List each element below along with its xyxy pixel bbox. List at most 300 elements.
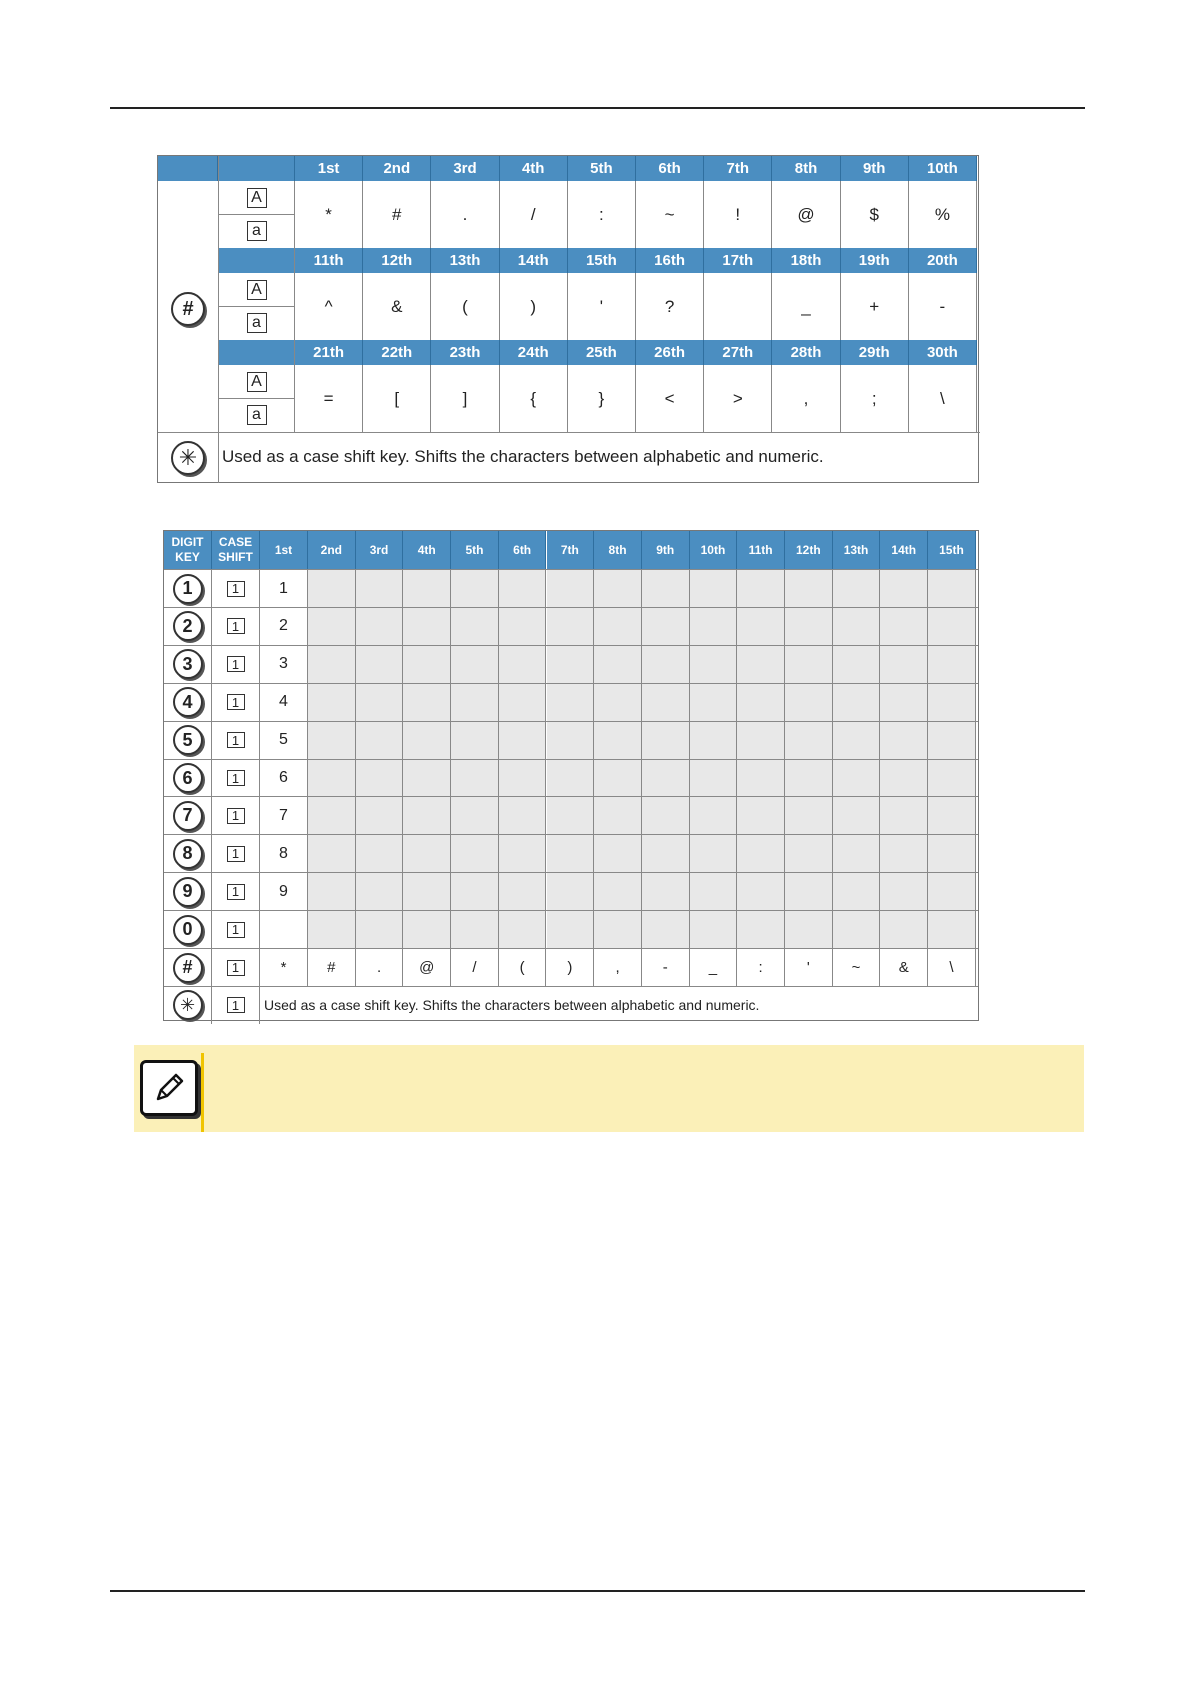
char-cell: > [704,365,772,432]
char-cell [880,646,928,683]
char-cell [356,722,404,759]
char-cell [928,570,976,607]
char-cell [785,684,833,721]
char-cell [308,760,356,797]
char-cell [737,760,785,797]
column-header: 9th [642,531,690,569]
column-header: 22th [363,340,431,365]
header-blank [218,340,295,365]
char-cell: % [909,181,977,248]
key-cell [164,608,212,645]
char-cell [642,797,690,834]
digit-key-icon: 5 [173,725,203,755]
char-cell [547,684,595,721]
char-cell: 6 [260,760,308,797]
char-cell [737,797,785,834]
case-shift-key-icon: 1 [227,960,245,976]
column-header: 13th [431,248,499,273]
char-cell [594,760,642,797]
char-cell [356,911,404,948]
char-cell [451,760,499,797]
column-header: 9th [841,156,909,181]
char-cell [928,873,976,910]
column-header: 27th [704,340,772,365]
char-cell: . [356,949,404,986]
hash-key-icon: # [173,953,203,983]
char-cell [704,273,772,340]
column-header: 16th [636,248,704,273]
case-shift-key-icon: 1 [227,618,245,634]
char-cell: , [772,365,840,432]
char-cell [403,911,451,948]
char-cell [547,570,595,607]
char-cell [833,608,881,645]
case-shift-cell [212,835,260,872]
column-header: 10th [690,531,738,569]
char-cell [594,684,642,721]
char-cell [642,570,690,607]
key-cell [164,835,212,872]
char-cell [308,797,356,834]
char-cell [356,873,404,910]
char-cell [547,608,595,645]
case-shift-key-icon: 1 [227,997,245,1013]
char-cell [642,684,690,721]
char-cell [690,797,738,834]
char-cell [642,608,690,645]
upper-case-key-icon: A [247,280,267,300]
column-header: 12th [363,248,431,273]
char-cell [403,646,451,683]
char-cell [880,722,928,759]
char-cell: } [568,365,636,432]
char-cell [737,722,785,759]
column-header: 13th [833,531,881,569]
char-cell [690,684,738,721]
header-blank [158,156,218,181]
char-cell [880,835,928,872]
char-cell [737,608,785,645]
column-header: 17th [704,248,772,273]
char-cell [403,835,451,872]
bottom-rule [110,1590,1085,1592]
char-cell [833,911,881,948]
char-cell [737,684,785,721]
char-cell: * [260,949,308,986]
char-cell [690,760,738,797]
digit-key-icon: 6 [173,763,203,793]
column-header: 24th [500,340,568,365]
char-cell [499,760,547,797]
char-cell [737,835,785,872]
column-header: 23th [431,340,499,365]
char-cell: - [642,949,690,986]
hash-key-icon: # [171,292,205,326]
char-cell [451,722,499,759]
char-cell [451,608,499,645]
char-cell: ' [568,273,636,340]
case-shift-cell [212,873,260,910]
char-cell: 8 [260,835,308,872]
char-cell [308,835,356,872]
key-cell [164,873,212,910]
char-cell [451,570,499,607]
digit-key-header: DIGIT KEY [164,531,212,569]
column-header: 7th [704,156,772,181]
table-row [164,645,978,683]
digit-key-icon: 9 [173,877,203,907]
char-cell [451,835,499,872]
table-row [164,834,978,872]
char-cell [499,835,547,872]
char-cell: ] [431,365,499,432]
char-cell [308,646,356,683]
char-cell [642,873,690,910]
key-cell [164,722,212,759]
table-row [164,607,978,645]
char-cell: : [568,181,636,248]
char-cell [356,570,404,607]
char-cell [785,873,833,910]
char-cell [451,797,499,834]
column-header: 28th [772,340,840,365]
digit-key-icon: 4 [173,687,203,717]
char-cell [356,608,404,645]
char-cell [785,608,833,645]
case-shift-cell [212,911,260,948]
case-shift-cell [212,570,260,607]
char-cell: [ [363,365,431,432]
char-cell [785,911,833,948]
char-cell [690,911,738,948]
char-cell: ( [431,273,499,340]
char-cell [547,760,595,797]
char-cell [928,760,976,797]
char-cell: 5 [260,722,308,759]
case-shift-cell [212,797,260,834]
key-cell [164,684,212,721]
case-shift-key-icon: 1 [227,846,245,862]
column-header: 11th [737,531,785,569]
char-cell: ) [500,273,568,340]
char-cell: 2 [260,608,308,645]
char-cell: & [363,273,431,340]
table-row [164,683,978,721]
column-header: 5th [568,156,636,181]
char-cell: : [737,949,785,986]
char-cell [308,684,356,721]
char-cell [594,722,642,759]
char-cell [880,608,928,645]
char-cell: < [636,365,704,432]
char-cell [594,646,642,683]
lower-case-cell [218,398,295,431]
char-cell [833,722,881,759]
char-cell [833,835,881,872]
char-cell [547,911,595,948]
char-cell [737,873,785,910]
table-row [164,872,978,910]
char-cell [499,684,547,721]
key-cell [164,911,212,948]
char-cell [928,911,976,948]
char-cell: _ [772,273,840,340]
case-shift-key-icon: 1 [227,694,245,710]
char-cell [499,797,547,834]
char-cell [499,646,547,683]
char-cell [594,911,642,948]
divider [218,214,295,215]
char-cell: # [308,949,356,986]
upper-case-cell [218,365,295,398]
char-cell [833,873,881,910]
char-cell [928,646,976,683]
column-header: 3rd [356,531,404,569]
column-header: 11th [295,248,363,273]
char-cell: 3 [260,646,308,683]
char-cell [880,797,928,834]
char-cell [642,646,690,683]
hash-key-character-table [157,155,979,483]
divider [218,306,295,307]
digit-key-icon: 8 [173,839,203,869]
divider [294,181,295,432]
char-cell: & [880,949,928,986]
table-row [164,721,978,759]
case-shift-cell [212,760,260,797]
table-row [164,569,978,607]
char-cell [737,911,785,948]
char-cell [833,684,881,721]
table-row [164,910,978,948]
char-cell: @ [403,949,451,986]
char-cell [308,911,356,948]
char-cell [690,608,738,645]
char-cell: ( [499,949,547,986]
column-header: 5th [451,531,499,569]
char-cell: { [500,365,568,432]
char-cell: @ [772,181,840,248]
star-key-description: Used as a case shift key. Shifts the characters between alphabetic and numeric. [264,997,760,1014]
digit-key-icon: 0 [173,915,203,945]
char-cell [403,570,451,607]
lower-case-key-icon: a [247,405,267,425]
char-cell [833,760,881,797]
char-cell [403,797,451,834]
char-cell: / [451,949,499,986]
char-cell [547,722,595,759]
char-cell: ! [704,181,772,248]
char-cell [785,760,833,797]
char-cell [690,570,738,607]
case-shift-key-icon: 1 [227,770,245,786]
char-cell: ' [785,949,833,986]
char-cell [880,911,928,948]
char-cell: _ [690,949,738,986]
case-shift-key-icon: 1 [227,581,245,597]
char-cell: 7 [260,797,308,834]
char-cell [547,873,595,910]
char-cell [403,608,451,645]
char-cell: ; [841,365,909,432]
upper-case-cell [218,181,295,214]
column-header: 4th [500,156,568,181]
char-cell [928,797,976,834]
char-cell [833,797,881,834]
char-cell [594,835,642,872]
upper-case-key-icon: A [247,372,267,392]
case-shift-cell [212,949,260,986]
column-header: 18th [772,248,840,273]
case-shift-cell [212,722,260,759]
char-cell [403,684,451,721]
digit-key-character-table [163,530,979,1021]
char-cell [642,911,690,948]
digit-key-icon: 1 [173,574,203,604]
char-cell [451,684,499,721]
char-cell: / [500,181,568,248]
column-header: 19th [841,248,909,273]
star-key-icon: ✳ [171,441,205,475]
char-cell [594,797,642,834]
column-header: 1st [295,156,363,181]
char-cell [737,646,785,683]
column-header: 4th [403,531,451,569]
divider [218,398,295,399]
lower-case-key-icon: a [247,313,267,333]
hash-key-row [164,948,978,986]
char-cell: = [295,365,363,432]
char-cell [737,570,785,607]
char-cell [499,911,547,948]
column-header: 2nd [363,156,431,181]
char-cell [785,722,833,759]
char-cell [403,760,451,797]
char-cell: ^ [295,273,363,340]
case-shift-key-icon: 1 [227,732,245,748]
char-cell [928,835,976,872]
column-header: 30th [909,340,977,365]
char-cell [308,570,356,607]
char-cell [547,835,595,872]
char-cell: . [431,181,499,248]
char-cell [403,722,451,759]
char-cell [833,570,881,607]
char-cell: ) [547,949,595,986]
column-header: 15th [928,531,976,569]
char-cell [785,797,833,834]
case-shift-key-icon: 1 [227,808,245,824]
char-cell [785,835,833,872]
column-header: 26th [636,340,704,365]
table-row [164,759,978,797]
case-shift-key-icon: 1 [227,656,245,672]
char-cell: + [841,273,909,340]
char-cell [356,760,404,797]
char-cell: - [909,273,977,340]
char-cell [642,760,690,797]
char-cell: \ [909,365,977,432]
column-header: 7th [547,531,595,569]
case-shift-header: CASE SHIFT [212,531,260,569]
column-header: 6th [499,531,547,569]
column-header: 20th [909,248,977,273]
char-cell: \ [928,949,976,986]
char-cell [451,873,499,910]
char-cell: 9 [260,873,308,910]
key-cell [164,949,212,986]
char-cell [499,608,547,645]
char-cell [356,646,404,683]
lower-case-cell [218,214,295,247]
note-accent-bar [201,1053,204,1132]
column-header: 3rd [431,156,499,181]
upper-case-key-icon: A [247,188,267,208]
char-cell [308,608,356,645]
char-cell [690,873,738,910]
char-cell [260,911,308,948]
char-cell [499,722,547,759]
char-cell [499,873,547,910]
star-key-row [164,986,978,1024]
digit-key-icon: 2 [173,611,203,641]
char-cell: 1 [260,570,308,607]
note-box [134,1045,1084,1132]
digit-key-icon: 7 [173,801,203,831]
char-cell [356,797,404,834]
column-header: 14th [500,248,568,273]
char-cell [785,646,833,683]
char-cell [547,797,595,834]
column-header: 21th [295,340,363,365]
column-header: 6th [636,156,704,181]
char-cell [690,646,738,683]
upper-case-cell [218,273,295,306]
column-header: 12th [785,531,833,569]
char-cell [403,873,451,910]
column-header: 8th [594,531,642,569]
case-shift-cell [212,987,260,1024]
char-cell: , [594,949,642,986]
char-cell: $ [841,181,909,248]
column-header: 14th [880,531,928,569]
char-cell [642,835,690,872]
char-cell [356,835,404,872]
char-cell [308,873,356,910]
star-key-icon: ✳ [173,990,203,1020]
case-shift-cell [212,684,260,721]
column-header: 1st [260,531,308,569]
lower-case-cell [218,306,295,339]
char-cell [833,646,881,683]
lower-case-key-icon: a [247,221,267,241]
star-key-description: Used as a case shift key. Shifts the characters between alphabetic and numeric. [222,447,824,466]
column-header: 29th [841,340,909,365]
key-cell [164,646,212,683]
char-cell [547,646,595,683]
case-shift-cell [212,608,260,645]
digit-key-icon: 3 [173,649,203,679]
char-cell: ? [636,273,704,340]
char-cell [928,684,976,721]
key-cell [164,760,212,797]
char-cell [690,835,738,872]
pencil-note-icon [140,1060,198,1116]
char-cell [356,684,404,721]
char-cell [928,722,976,759]
column-header: 2nd [308,531,356,569]
table-row [164,796,978,834]
